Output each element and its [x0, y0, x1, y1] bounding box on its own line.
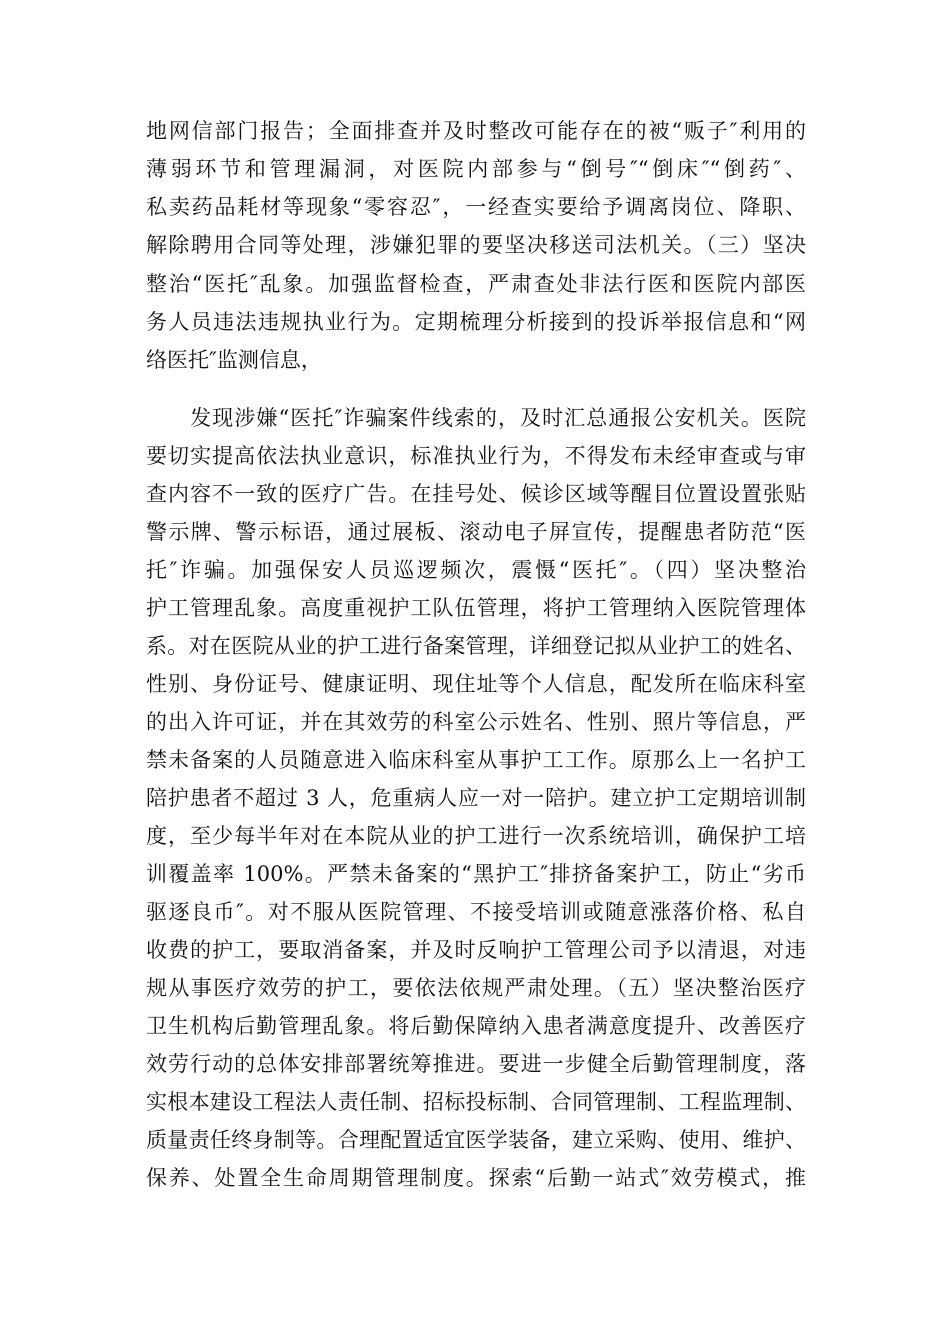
paragraph-2-line-11: 陪护患者不超过 3 人，危重病人应一对一陪护。建立护工定期培训制: [146, 786, 806, 810]
paragraph-2-line-7: 系。对在医院从业的护工进行备案管理，详细登记拟从业护工的姓名、: [146, 634, 806, 658]
paragraph-2-line-6: 护工管理乱象。高度重视护工队伍管理，将护工管理纳入医院管理体: [146, 596, 806, 620]
paragraph-2-line-14: 驱逐良币″。对不服从医院管理、不接受培训或随意涨落价格、私自: [146, 900, 806, 924]
paragraph-2-line-9: 的出入许可证，并在其效劳的科室公示姓名、性别、照片等信息，严: [146, 710, 806, 734]
paragraph-2-line-2: 要切实提高依法执业意识，标准执业行为，不得发布未经审查或与审: [146, 444, 806, 468]
paragraph-2-line-10: 禁未备案的人员随意进入临床科室从事护工工作。原那么上一名护工: [146, 748, 806, 772]
paragraph-2-line-15: 收费的护工，要取消备案，并及时反响护工管理公司予以清退，对违: [146, 938, 806, 962]
paragraph-1-line-6: 务人员违法违规执业行为。定期梳理分析接到的投诉举报信息和“网: [146, 310, 806, 334]
paragraph-2-line-20: 质量责任终身制等。合理配置适宜医学装备，建立采购、使用、维护、: [146, 1128, 806, 1152]
paragraph-2-line-16: 规从事医疗效劳的护工，要依法依规严肃处理。（五）坚决整治医疗: [146, 976, 806, 1000]
paragraph-1-line-5: 整治“医托″乱象。加强监督检查，严肃查处非法行医和医院内部医: [146, 272, 806, 296]
paragraph-1-line-3: 私卖药品耗材等现象“零容忍″，一经查实要给予调离岗位、降职、: [146, 195, 806, 219]
paragraph-2-line-4: 警示牌、警示标语，通过展板、滚动电子屏宣传，提醒患者防范“医: [146, 520, 806, 544]
paragraph-2-line-13: 训覆盖率 100%。严禁未备案的“黑护工″排挤备案护工，防止“劣币: [146, 862, 806, 886]
paragraph-2-line-17: 卫生机构后勤管理乱象。将后勤保障纳入患者满意度提升、改善医疗: [146, 1014, 806, 1038]
paragraph-2-line-18: 效劳行动的总体安排部署统筹推进。要进一步健全后勤管理制度，落: [146, 1052, 806, 1076]
paragraph-2-line-21: 保养、处置全生命周期管理制度。探索“后勤一站式″效劳模式，推: [146, 1166, 806, 1190]
paragraph-2-line-19: 实根本建设工程法人责任制、招标投标制、合同管理制、工程监理制、: [146, 1090, 806, 1114]
paragraph-2-line-5: 托″诈骗。加强保安人员巡逻频次，震慑“医托″。（四）坚决整治: [146, 558, 806, 582]
paragraph-1-line-7: 络医托″监测信息，: [146, 348, 322, 372]
paragraph-1-line-2: 薄弱环节和管理漏洞，对医院内部参与“倒号″“倒床″“倒药″、: [146, 157, 806, 181]
paragraph-1-line-4: 解除聘用合同等处理，涉嫌犯罪的要坚决移送司法机关。（三）坚决: [146, 233, 806, 257]
paragraph-2-line-1: 发现涉嫌“医托″诈骗案件线索的，及时汇总通报公安机关。医院: [146, 406, 806, 430]
paragraph-2-line-3: 查内容不一致的医疗广告。在挂号处、候诊区域等醒目位置设置张贴: [146, 482, 806, 506]
paragraph-1-line-1: 地网信部门报告；全面排查并及时整改可能存在的被“贩子″利用的: [146, 119, 806, 143]
paragraph-2-line-8: 性别、身份证号、健康证明、现住址等个人信息，配发所在临床科室: [146, 672, 806, 696]
paragraph-2-line-12: 度，至少每半年对在本院从业的护工进行一次系统培训，确保护工培: [146, 824, 806, 848]
